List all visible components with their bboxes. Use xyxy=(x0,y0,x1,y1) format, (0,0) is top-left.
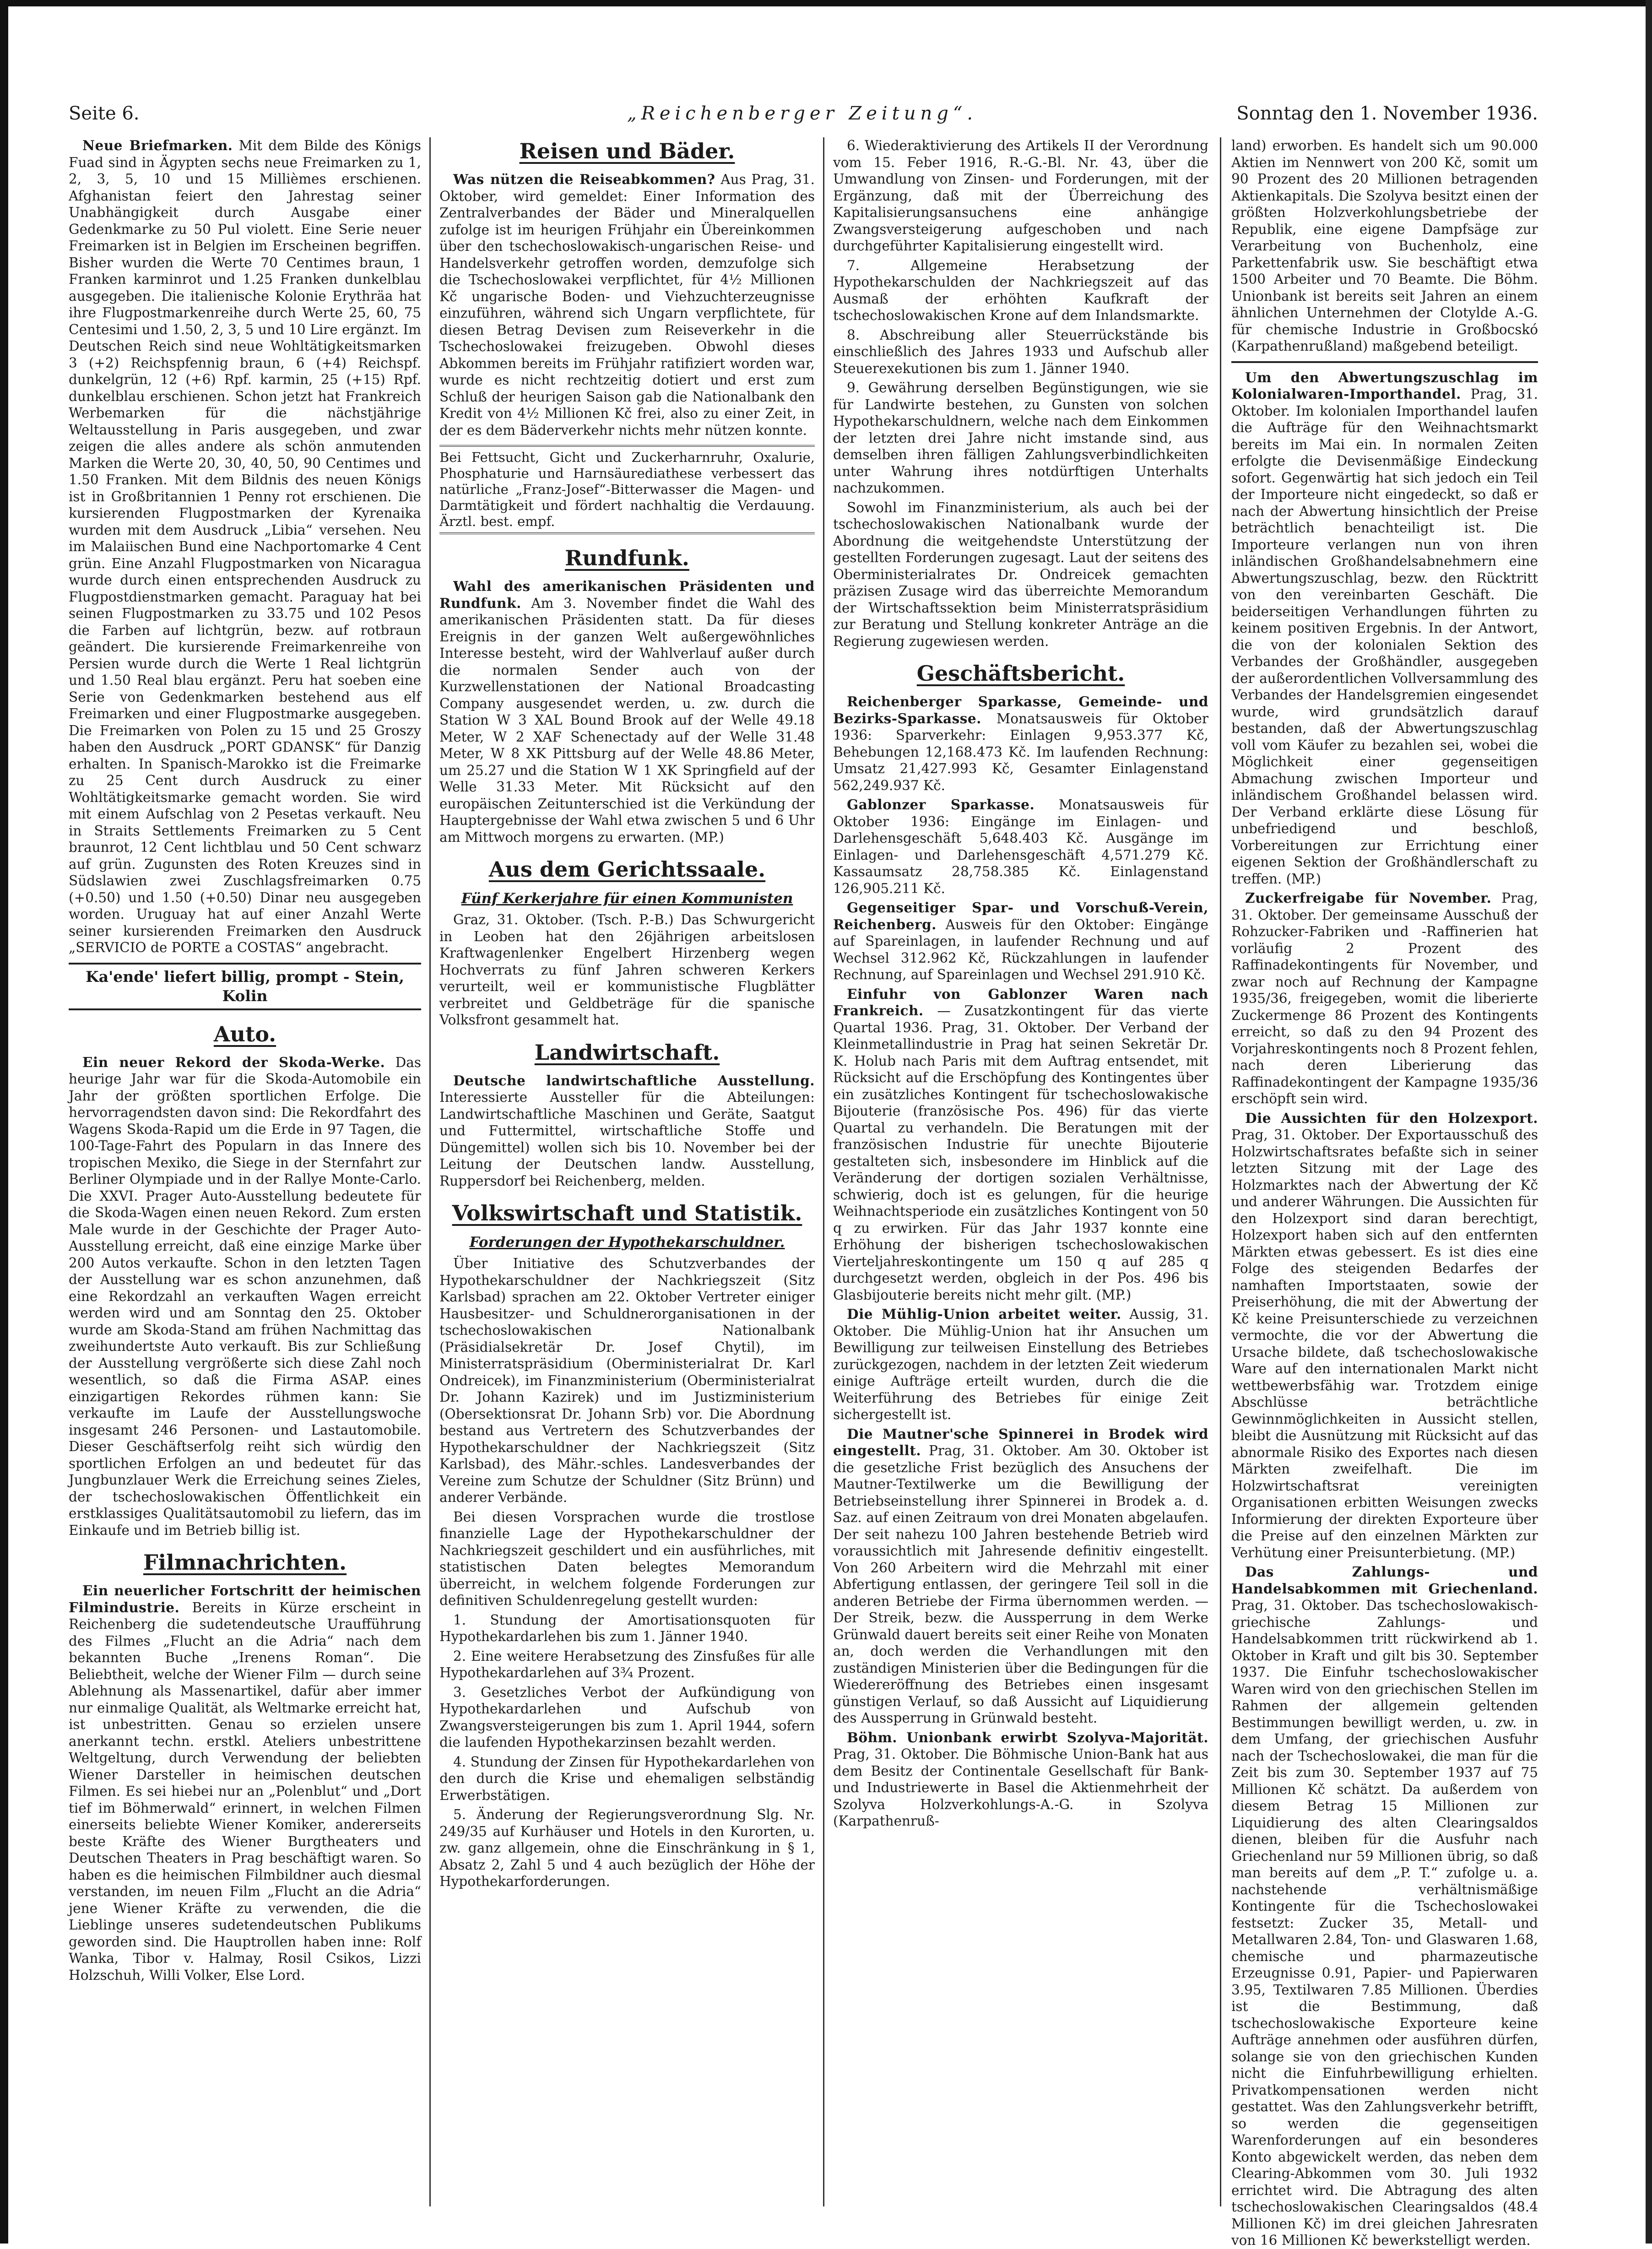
newspaper-title: „Reichenberger Zeitung“. xyxy=(627,103,978,124)
running-head xyxy=(69,103,1538,135)
article-title: Die Mautner'sche Spinnerei in Brodek wird eingestellt. xyxy=(833,1425,1208,1458)
article-continuation: land) erworben. Es handelt sich um 90.000 Aktien im Nennwert von 200 Kč, somit um 90 Prozent des 20 Millionen betragenden Aktienkapitals. Die Szolyva besitzt einen der größten Holzverkohlungsbetriebe der Republik, eine eigene Dampfsäge zur Verarbeitung von Buchenholz, eine Parkettenfabrik usw. Sie beschäftigt etwa 1500 Arbeiter und 70 Beamte. Die Böhm. Unionbank ist bereits seit Jahren an einem ähnlichen Unternehmen der Clotylde A.-G. für chemische Industrie in Großbocskó (Karpathenrußland) maßgebend beteiligt. xyxy=(1231,138,1538,354)
article-title: Die Mühlig-Union arbeitet weiter. xyxy=(847,1306,1121,1322)
article-paragraph: 3. Gesetzliches Verbot der Aufkündigung von Hypothekardarlehen und Aufschub von Zwangsversteigerungen bis zum 1. April 1944, sofern die laufenden Hypothekarzinsen bezahlt werden. xyxy=(439,1684,815,1750)
article-title: Gegenseitiger Spar- und Vorschuß-Verein, Reichenberg. xyxy=(833,900,1208,932)
column-2 xyxy=(439,137,815,2206)
advertisement-bitterwater: Bei Fettsucht, Gicht und Zuckerharnruhr, Oxalurie, Phosphaturie und Harnsäurediathese verbessert das natürliche „Franz-Josef“-Bitterwasser die Magen- und Darmtätigkeit und fördert nachhaltig die Verdauung. Ärztl. best. empf. xyxy=(439,445,815,534)
article-gablonz-exports xyxy=(833,986,1208,1304)
article-body: Aus Prag, 31. Oktober, wird gemeldet: Einer Information des Zentralverbandes der Bäder und Mineralquellen zufolge ist im heurigen Frühjahr ein Übereinkommen über den tschechoslowakisch-ungarischen Reise- und Handelsverkehr getroffen worden, demzufolge sich die Tschechoslowakei verpflichtet, für 4½ Millionen Kč ungarische Boden- und Viehzuchterzeugnisse einzuführen, während sich Ungarn verpflichtete, für diesen Betrag Devisen zum Reiseverkehr in die Tschechoslowakei freizugeben. Obwohl dieses Abkommen bereits im Frühjahr ratifiziert worden war, wurde es nicht rechtzeitig dotiert und erst zum Schluß der heurigen Saison gab die Nationalbank den Kredit von 4½ Millionen Kč frei, also zu einer Zeit, in der es dem Bäderverkehr nichts mehr nützen konnte. xyxy=(439,172,815,438)
article-radio xyxy=(439,578,815,845)
article-title: Einfuhr von Gablonzer Waren nach Frankreich. xyxy=(833,986,1208,1019)
column-3 xyxy=(833,137,1208,2206)
column-rule xyxy=(1220,137,1221,2206)
column-rule xyxy=(429,137,431,2206)
column-4 xyxy=(1231,137,1538,2248)
article-body: Prag, 31. Oktober. Am 30. Oktober ist die gesetzliche Frist bezüglich des Ansuchens der Mautner-Textilwerke um die Bewilligung der Betriebseinstellung ihrer Spinnerei in Brodek a. d. Saz. auf einen Zeitraum von drei Monaten abgelaufen. Der seit nahezu 100 Jahren bestehende Betrieb wird voraussichtlich mit Jahresende definitiv eingestellt. Von 260 Arbeitern wird die Mehrzahl mit einer Abfertigung entlassen, der geringere Teil soll in die anderen Betriebe der Firma übernommen werden. — Der Streik, bezw. die Aussperrung in dem Werke Grünwald dauert bereits seit einer Reihe von Monaten an, doch werden die Verhandlungen mit den zuständigen Ministerien über die Bedingungen für die Wiedereröffnung des Betriebes einen insgesamt günstigen Verlauf, so daß Aussicht auf Liquidierung des Aussperrung in Grünwald besteht. xyxy=(833,1443,1208,1726)
article-title: Reichenberger Sparkasse, Gemeinde- und Bezirks-Sparkasse. xyxy=(833,694,1208,726)
article-body: Prag, 31. Oktober. Im kolonialen Importhandel laufen die Aufträge für den Weihnachtsmarkt bereits im Mai ein. In normalen Zeiten erfolgte die Devisenmäßige Eindeckung sofort. Gegenwärtig hat sich jedoch ein Teil der Importeure nicht eingedeckt, so daß er nach der Abwertung hinsichtlich der Preise beträchtlich benachteiligt ist. Die Importeure verlangen nun von ihren inländischen Großhandelsabnehmern eine Abwertungszuschlag, bezw. den Rücktritt von den vereinbarten Geschäft. Die beiderseitigen Verhandlungen führten zu keinem positiven Ergebnis. In der Antwort, die von der kolonialen Sektion des Verbandes der Großhändler, ausgegeben der außerordentlichen Vollversammlung des Verbandes der Handelsgremien eingesendet wurde, wird grundsätzlich darauf bestanden, daß der Abwertungszuschlag voll vom Käufer zu bezahlen sei, wobei die Möglichkeit einer gegenseitigen Abmachung zwischen Importeur und inländischem Großhandel belassen wird. Der Verband erklärte diese Lösung für unbefriedigend und beschloß, Vorbereitungen zur Errichtung einer eigenen Sektion der Großhändlerschaft zu treffen. (MP.) xyxy=(1231,386,1538,887)
section-heading-travel: Reisen und Bäder. xyxy=(519,139,735,163)
article-sugar xyxy=(1231,890,1538,1107)
page-number: Seite 6. xyxy=(69,103,140,124)
article-title: Das Zahlungs- und Handelsabkommen mit Griechenland. xyxy=(1231,1564,1538,1597)
section-heading-economy: Volkswirtschaft und Statistik. xyxy=(452,1201,802,1225)
article-skoda xyxy=(69,1054,421,1539)
scan-border-right xyxy=(1646,0,1652,2244)
issue-date: Sonntag den 1. November 1936. xyxy=(1236,103,1538,124)
article-title: Zuckerfreigabe für November. xyxy=(1245,890,1492,906)
article-title: Ein neuer Rekord der Skoda-Werke. xyxy=(82,1054,385,1070)
article-agriculture xyxy=(439,1073,815,1190)
article-paragraph: Sowohl im Finanzministerium, als auch bei der tschechoslowakischen Nationalbank wurde der Abordnung die weitgehendste Unterstützung der gestellten Forderungen zugesagt. Laut der seitens des Oberministerialrates Dr. Ondreicek gemachten präzisen Zusage wird das überreichte Memorandum der Wirtschaftssektion beim Ministerratspräsidium zur Beratung und Stellung konkreter Anträge an die Regierung zugewiesen werden. xyxy=(833,499,1208,649)
article-paragraph: Bei diesen Vorsprachen wurde die trostlose finanzielle Lage der Hypothekarschuldner der Nachkriegszeit geschildert und ein ausführliches, mit statistischen Daten belegtes Memorandum überreicht, in welchem folgende Forderungen zur definitiven Schuldenregelung gestellt wurden: xyxy=(439,1509,815,1608)
article-paragraph: 5. Änderung der Regierungsverordnung Slg. Nr. 249/35 auf Kurhäuser und Hotels in den Kurorten, u. zw. ganz allgemein, ohne die Einschränkung in § 1, Absatz 2, Zahl 5 und 4 auch bezüglich der Höhe der Hypothekarforderungen. xyxy=(439,1807,815,1889)
section-heading-agriculture: Landwirtschaft. xyxy=(534,1040,720,1065)
article-body: — Zusatzkontingent für das vierte Quartal 1936. Prag, 31. Oktober. Der Verband der Kleinmetallindustrie in Prag hat seinen Sekretär Dr. K. Holub nach Paris mit dem Auftrag entsendet, mit Rücksicht auf die Erschöpfung des Kontingentes über ein zusätzliches Kontingent für tschechoslowakische Bijouterie (französische Pos. 496) für das vierte Quartal zu verhandeln. Die Beratungen mit der französischen Industrie für unechte Bijouterie gestalteten sich, insbesondere im Hinblick auf die Veränderung der dortigen sozialen Verhältnisse, schwierig, doch ist es gelungen, für die heurige Weihnachtsperiode ein zusätzliches Kontingent von 50 q zu erwirken. Für das Jahr 1937 konnte eine Erhöhung der bisherigen tschechoslowakischen Vierteljahreskontingente um 150 q auf 285 q durchgesetzt werden, obgleich in der Pos. 496 bis Glasbijouterie bereits nicht mehr gilt. (MP.) xyxy=(833,1003,1208,1303)
article-title: Die Aussichten für den Holzexport. xyxy=(1245,1110,1538,1126)
scan-border-left xyxy=(0,0,8,2244)
article-body: Prag, 31. Oktober. Die Böhmische Union-Bank hat aus dem Besitz der Continentale Gesellschaft für Bank- und Industriewerte in Basel die Aktienmehrheit der Szolyva Holzverkohlungs-A.-G. in Szolyva (Karpathenruß- xyxy=(833,1746,1208,1829)
article-body: Mit dem Bilde des Königs Fuad sind in Ägypten sechs neue Freimarken zu 1, 2, 3, 5, 10 und 15 Millièmes erschienen. Afghanistan feiert den Jahrestag seiner Unabhängigkeit durch Ausgabe einer Gedenkmarke zu 50 Pul violett. Eine Serie neuer Freimarken ist in Belgien im Erscheinen begriffen. Bisher wurden die Werte 70 Centimes braun, 1 Franken karminrot und 1.25 Franken dunkelblau ausgegeben. Die italienische Kolonie Erythräa hat ihre Flugpostmarkenreihe durch Werte 25, 60, 75 Centesimi und 1.50, 2, 3, 5 und 10 Lire ergänzt. Im Deutschen Reich sind neue Wohltätigkeitsmarken 3 (+2) Reichspfennig braun, 6 (+4) Reichspf. dunkelgrün, 12 (+6) Rpf. karmin, 25 (+15) Rpf. dunkelblau erschienen. Schon jetzt hat Frankreich Werbemarken für die nächstjährige Weltausstellung in Paris ausgegeben, und zwar zeigen die alles andere als schön anmutenden Marken die Werte 20, 30, 40, 50, 90 Centimes und 1.50 Franken. Mit dem Bildnis des neuen Königs ist in Großbritannien 1 Penny rot erschienen. Die kursierenden Flugpostmarken der Kyrenaika wurden mit dem Ausdruck „Libia“ versehen. Neu im Malaiischen Bund eine Nachportomarke 4 Cent grün. Eine Anzahl Flugpostmarken von Nicaragua wurde durch einen entsprechenden Ausdruck zu Flugpostdienstmarken gemacht. Paraguay hat bei seinen Flugpostmarken zu 33.75 und 102 Pesos die Farben auf lichtgrün, bezw. auf rotbraun geändert. Die kursierende Freimarkenreihe von Persien wurde durch die Werte 1 Real lichtgrün und 1.50 Real blau ergänzt. Peru hat soeben eine Serie von Gedenkmarken bestehend aus elf Freimarken und einer Flugpostmarke ausgegeben. Die Freimarken von Polen zu 15 und 25 Groszy haben den Ausdruck „PORT GDANSK“ für Danzig erhalten. In Spanisch-Marokko ist die Freimarke zu 25 Cent durch Ausdruck zu einer Wohltätigkeitsmarke gemacht worden. Sie wird mit einem Aufschlag von 2 Pesetas verkauft. Neu in Straits Settlements Freimarken zu 5 Cent braunrot, 12 Cent lichtblau und 50 Cent schwarz auf grün. Zugunsten des Roten Kreuzes sind in Südslawien zwei Zuschlagsfreimarken 0.75 (+0.50) und 1.50 (+0.50) Dinar neu ausgegeben worden. Uruguay hat auf einer Anzahl Werte seiner kursierenden Freimarken den Ausdruck „SERVICIO de PORTE a COSTAS“ angebracht. xyxy=(69,138,421,955)
section-heading-auto: Auto. xyxy=(213,1021,276,1046)
article-title: Was nützen die Reiseabkommen? xyxy=(453,171,715,187)
section-heading-radio: Rundfunk. xyxy=(565,546,689,570)
article-timber-export xyxy=(1231,1110,1538,1561)
article-subheading: Forderungen der Hypothekarschuldner. xyxy=(469,1234,785,1251)
article-title: Wahl des amerikanischen Präsidenten und Rundfunk. xyxy=(439,578,815,611)
article-film xyxy=(69,1582,421,1983)
article-subheading: Fünf Kerkerjahre für einen Kommunisten xyxy=(461,890,793,907)
article-greece-agreement xyxy=(1231,1564,1538,2249)
article-body: Prag, 31. Oktober. Das tschechoslowakisch-griechische Zahlungs- und Handelsabkommen tritt rückwirkend ab 1. Oktober in Kraft und gilt bis 30. September 1937. Die Einfuhr tschechoslowakischer Waren wird von den griechischen Stellen im Rahmen der allgemein geltenden Bestimmungen bewilligt werden, u. zw. in dem Umfang, der griechischen Ausfuhr nach der Tschechoslowakei, die man für die Zeit bis zum 30. September 1937 auf 75 Millionen Kč schätzt. Da außerdem von diesem Betrag 15 Millionen zur Liquidierung des alten Clearingsaldos dienen, bleiben für die Ausfuhr nach Griechenland nur 59 Millionen übrig, so daß man bereits auf dem „P. T.“ zufolge u. a. nachstehende verhältnismäßige Kontingente für die Tschechoslowakei festsetzt: Zucker 35, Metall- und Metallwaren 2.84, Ton- und Glaswaren 1.68, chemische und pharmazeutische Erzeugnisse 0.91, Papier- und Papierwaren 3.95, Textilwaren 7.85 Millionen. Überdies ist die Bestimmung, daß tschechoslowakische Exporteure keine Aufträge annehmen oder ausführen dürfen, solange sie von den griechischen Kunden nicht die Einfuhrbewilligung erhielten. Privatkompensationen werden nicht gestattet. Was den Zahlungsverkehr betrifft, so werden die gegenseitigen Warenforderungen auf ein besonderes Konto abgewickelt werden, das neben dem Clearing-Abkommen vom 30. Juli 1932 errichtet wird. Die Abtragung des alten tschechoslowakischen Clearingsaldos (48.4 Millionen Kč) im drei gleichen Jahresraten von 16 Millionen Kč bewerkstelligt werden. xyxy=(1231,1598,1538,2248)
article-body: Das heurige Jahr war für die Skoda-Automobile ein Jahr der größten sportlichen Erfolge. Die hervorragendsten davon sind: Die Rekordfahrt des Wagens Skoda-Rapid um die Erde in 97 Tagen, die 100-Tage-Fahrt des Popularn in das Innere des tropischen Mexiko, die Siege in der Sternfahrt zur Berliner Olympiade und in der Rallye Monte-Carlo. Die XXVI. Prager Auto-Ausstellung bedeutete für die Skoda-Wagen einen neuen Rekord. Zum ersten Male wurde in der Geschichte der Prager Auto-Ausstellung erreicht, daß eine einzige Marke über 200 Autos verkaufte. Schon in den letzten Tagen der Ausstellung war es schon anzunehmen, daß eine Rekordzahl an verkauften Wagen erreicht werden wird und am Sonntag den 25. Oktober wurde am Skoda-Stand am frühen Nachmittag das zweihundertste Auto verkauft. Bis zur Schließung der Ausstellung vergrößerte sich diese Zahl noch wesentlich, so daß die Firma ASAP. eines einzigartigen Rekordes rühmen kann: Sie verkaufte im Laufe der Ausstellungswoche insgesamt 246 Personen- und Lastautomobile. Dieser Geschäftserfolg reiht sich würdig den sportlichen Erfolgen an und bedeutet für das Jungbunzlauer Werk die Erreichung seines Zieles, der tschechoslowakischen Öffentlichkeit ein erstklassiges Qualitätsautomobil zu liefern, das im Einkaufe und im Betrieb billig ist. xyxy=(69,1054,421,1538)
scan-border-top xyxy=(0,0,1652,6)
section-heading-film: Filmnachrichten. xyxy=(143,1550,347,1575)
article-paragraph: 8. Abschreibung aller Steuerrückstände bis einschließlich des Jahres 1933 und Aufschub aller Steuerexekutionen bis zum 1. Jänner 1940. xyxy=(833,327,1208,376)
article-body: Interessierte Aussteller für die Abteilungen: Landwirtschaftliche Maschinen und Geräte, Saatgut und Futtermittel, wirtschaftliche Stoffe und Düngemittel) wollen sich bis 10. November bei der Leitung der Deutschen landw. Ausstellung, Ruppersdorf bei Reichenberg, melden. xyxy=(439,1089,815,1189)
article-title: Böhm. Unionbank erwirbt Szolyva-Majorität. xyxy=(847,1729,1208,1745)
article-body: Bereits in Kürze erscheint in Reichenberg die sudetendeutsche Uraufführung des Filmes „Flucht an die Adria“ nach dem bekannten Buche „Irenens Roman“. Die Beliebtheit, welche der Wiener Film — durch seine Ablehnung als Massenartikel, dafür aber immer nur einmalige Qualität, als Weltmarke erreicht hat, ist unbestritten. Genau so erzielen unsere anerkannt techn. erstkl. Ateliers unbestrittene Weltgeltung, durch Verwendung der beliebten Wiener Darsteller in heimischen deutschen Filmen. Es sei hiebei nur an „Polenblut“ und „Dort tief im Böhmerwald“ erinnert, in welchen Filmen einerseits beliebte Wiener Komiker, andererseits beste Kräfte des Wiener Burgtheaters und Deutschen Theaters in Prag beschäftigt waren. So haben es die heimischen Filmbildner auch diesmal verstanden, im neuen Film „Flucht an die Adria“ jene Wiener Kräfte zu verwenden, die die Lieblinge unseres sudetendeutschen Publikums geworden sind. Die Hauptrollen haben inne: Rolf Wanka, Tibor v. Halmay, Rosil Csikos, Lizzi Holzschuh, Willi Volker, Else Lord. xyxy=(69,1599,421,1983)
article-muehlig-union xyxy=(833,1306,1208,1423)
article-paragraph: 9. Gewährung derselben Begünstigungen, wie sie für Landwirte bestehen, zu Gunsten von solchen Hypothekarschuldnern, welche nach dem Einkommen der letzten drei Jahre nicht imstande sind, aus demselben ihren fälligen Zahlungsverbindlichkeiten unter Wahrung ihres notdürftigen Unterhalts nachzukommen. xyxy=(833,380,1208,496)
section-heading-court: Aus dem Gerichtssaale. xyxy=(488,857,766,882)
article-paragraph: Über Initiative des Schutzverbandes der Hypothekarschuldner der Nachkriegszeit (Sitz Karlsbad) sprachen am 22. Oktober Vertreter einiger Hausbesitzer- und Schuldnerorganisationen in der tschechoslowakischen Nationalbank (Präsidialsekretär Dr. Josef Chytil), im Ministerratspräsidium (Oberministerialrat Dr. Karl Ondreicek), im Finanzministerium (Oberministerialrat Dr. Johann Kazirek) und im Justizministerium (Obersektionsrat Dr. Johann Srb) vor. Die Abordnung bestand aus Vertretern des Schutzverbandes der Hypothekarschuldner der Nachkriegszeit (Sitz Karlsbad), des Mähr.-schles. Landesverbandes der Vereine zum Schutze der Schuldner (Sitz Brünn) und anderer Verbände. xyxy=(439,1256,815,1505)
divider xyxy=(1231,361,1538,363)
article-stamps xyxy=(69,137,421,956)
article-body: Am 3. November findet die Wahl des amerikanischen Präsidenten statt. Da für dieses Ereignis in der ganzen Welt außergewöhnliches Interesse besteht, wird der Wahlverlauf außer durch die normalen Sender auch von der Kurzwellenstationen der National Broadcasting Company ausgesendet werden, u. zw. durch die Station W 3 XAL Bound Brook auf der Welle 49.18 Meter, W 2 XAF Schenectady auf der Welle 31.48 Meter, W 8 XK Pittsburg auf der Welle 48.86 Meter, um 25.27 und die Station W 1 XK Springfield auf der Welle 31.33 Meter. Mit Rücksicht auf den europäischen Zeitunterschied ist die Verkündung der Hauptergebnisse der Wahl etwa zwischen 5 und 6 Uhr am Mittwoch morgens zu erwarten. (MP.) xyxy=(439,595,815,845)
article-title: Neue Briefmarken. xyxy=(82,137,233,153)
article-paragraph: 2. Eine weitere Herabsetzung des Zinsfußes für alle Hypothekardarlehen auf 3¾ Prozent. xyxy=(439,1648,815,1680)
section-heading-business: Geschäftsbericht. xyxy=(916,661,1125,686)
article-title: Um den Abwertungszuschlag im Kolonialwaren-Importhandel. xyxy=(1231,369,1538,402)
article-paragraph: 1. Stundung der Amortisationsquoten für Hypothekardarlehen bis zum 1. Jänner 1940. xyxy=(439,1612,815,1644)
article-unionbank xyxy=(833,1729,1208,1830)
article-travel xyxy=(439,171,815,439)
article-paragraph: 7. Allgemeine Herabsetzung der Hypothekarschulden der Nachkriegszeit auf das Ausmaß der erhöhten Kaufkraft der tschechoslowakischen Krone auf dem Inlandsmarkte. xyxy=(833,257,1208,323)
article-paragraph: 4. Stundung der Zinsen für Hypothekardarlehen von den durch die Krise und ehemaligen selbständig Erwerbstätigen. xyxy=(439,1754,815,1803)
article-body: Prag, 31. Oktober. Der gemeinsame Ausschuß der Rohzucker-Fabriken und -Raffinerien hat vorläufig 2 Prozent des Raffinadekontingents für November, und zwar noch auf Rechnung der Kampagne 1935/36, freigegeben, womit die liberierte Zuckermenge 86 Prozent des Kontingents erreicht, so daß zu den 94 Prozent des Vorjahreskontingents noch 8 Prozent fehlen, nach deren Liberierung das Raffinadekontingent der Kampagne 1935/36 erschöpft sein wird. xyxy=(1231,890,1538,1106)
article-title: Ein neuerlicher Fortschritt der heimischen Filmindustrie. xyxy=(69,1582,421,1615)
article-body: Monatsausweis für Oktober 1936: Sparverkehr: Einlagen 9,953.377 Kč, Behebungen 12,168.473 Kč. Im laufenden Rechnung: Umsatz 21,427.993 Kč, Gesamter Einlagenstand 562,249.937 Kč. xyxy=(833,710,1208,793)
article-loan-society xyxy=(833,900,1208,983)
article-devaluation xyxy=(1231,369,1538,888)
article-body: Graz, 31. Oktober. (Tsch. P.-B.) Das Schwurgericht in Leoben hat den 26jährigen arbeitslosen Kraftwagenlenker Engelbert Hirzenberg wegen Hochverrats zu fünf Jahren schweren Kerkers verurteilt, weil er kommunistische Flugblätter verbreitet und Geldbeträge für die spanische Volksfront gesammelt hat. xyxy=(439,912,815,1028)
article-body: Aussig, 31. Oktober. Die Mühlig-Union hat ihr Ansuchen um Bewilligung zur teilweisen Einstellung des Betriebes zurückgezogen, nachdem in der letzten Zeit wiederum einige Aufträge erteilt wurden, durch die die Weiterführung des Betriebes für einige Zeit sichergestellt ist. xyxy=(833,1306,1208,1422)
article-gablonz-savings xyxy=(833,797,1208,897)
article-paragraph: 6. Wiederaktivierung des Artikels II der Verordnung vom 15. Feber 1916, R.-G.-Bl. Nr. 43, über die Umwandlung von Zinsen- und Forderungen, mit der Ergänzung, daß mit der Überreichung des Kapitalisierungsansuchens eine anhängige Zwangsversteigerung aufgeschoben und nach durchgeführter Kapitalisierung eingestellt wird. xyxy=(833,138,1208,254)
column-rule xyxy=(823,137,824,2206)
article-body: Prag, 31. Oktober. Der Exportausschuß des Holzwirtschaftsrates befaßte sich in seiner letzten Sitzung mit der Lage des Holzmarktes nach der Abwertung der Kč und anderer Währungen. Die Aussichten für den Holzexport sind daran berechtigt, Holzexport haben sich auf den entfernten Märkten etwas gebessert. Es ist dies eine Folge des steigenden Bedarfes der namhaften Importstaaten, sowie der Preiserhöhung, die mit der Abwertung der Kč keine Preisunterschiede zu verzeichnen vermochte, die vor der Abwertung die Ursache bildete, daß tschechoslowakische Ware auf den internationalen Markt nicht wettbewerbsfähig war. Trotzdem einige Abschlüsse beträchtliche Gewinnmöglichkeiten in Aussicht stellen, bleibt die Ausnützung mit Rücksicht auf das abnormale Risiko des Exportes nach diesen Märkten zweifelhaft. Die im Holzwirtschaftsrat vereinigten Organisationen erbitten Weisungen zwecks Informierung der direkten Exporteure über die Preise auf den einzelnen Märkten zur Verhütung einer Preisunterbietung. (MP.) xyxy=(1231,1127,1538,1561)
article-savings-bank xyxy=(833,694,1208,794)
column-1 xyxy=(69,137,421,2206)
article-mautner-spinning xyxy=(833,1426,1208,1727)
advertisement: Ka'ende' liefert billig, prompt - Stein, Kolin xyxy=(69,963,421,1010)
article-title: Gablonzer Sparkasse. xyxy=(847,797,1035,813)
article-body: Ausweis für den Oktober: Eingänge auf Spareinlagen, in laufender Rechnung und auf Wechsel 312.962 Kč, Rückzahlungen in laufender Rechnung, auf Spareinlagen und Wechsel 291.910 Kč. xyxy=(833,916,1208,982)
article-body: Monatsausweis für Oktober 1936: Eingänge im Einlagen- und Darlehensgeschäft 5,648.403 Kč. Ausgänge im Einlagen- und Darlehensgeschäft 4,571.279 Kč. Kassaumsatz 28,758.385 Kč. Einlagenstand 126,905.211 Kč. xyxy=(833,797,1208,896)
article-title: Deutsche landwirtschaftliche Ausstellung. xyxy=(453,1072,815,1089)
